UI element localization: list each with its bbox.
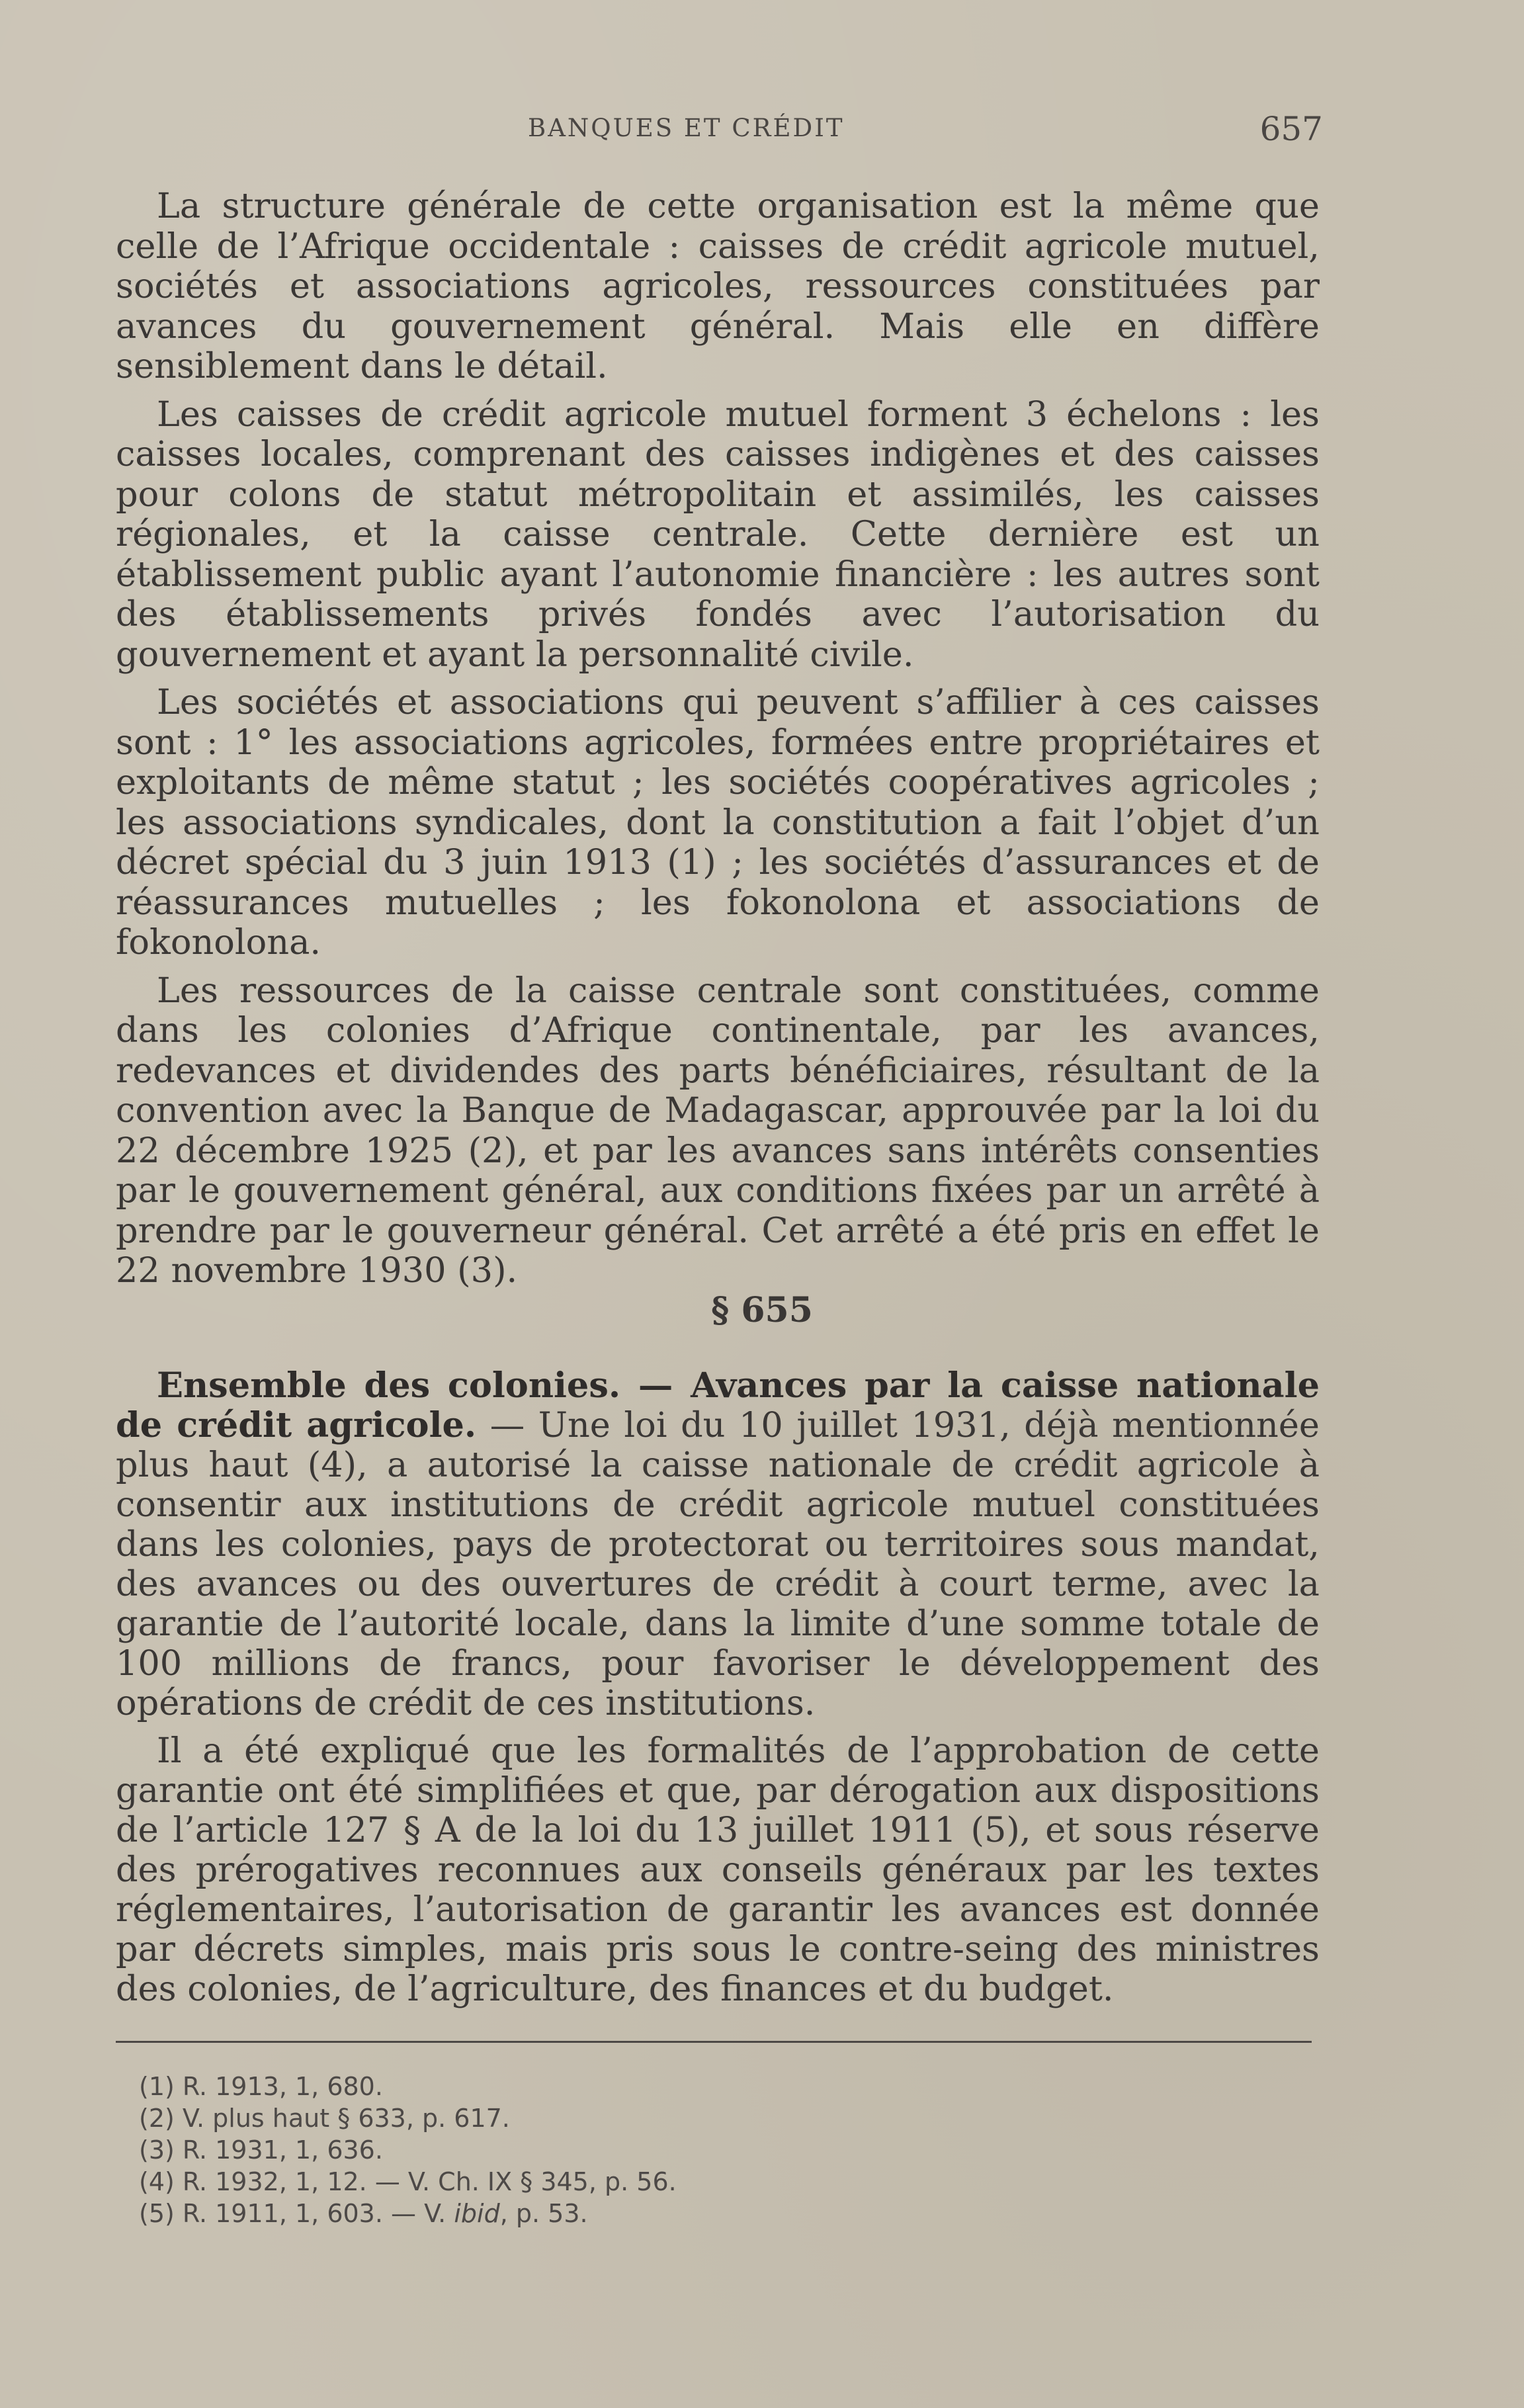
footnote: (1) R. 1913, 1, 680. <box>139 2072 383 2101</box>
footnotes <box>139 2071 1197 2229</box>
section-paragraph: Il a été expliqué que les formalités de l’approbation de cette garantie ont été simplifiées et que, par dérogation aux dispositions de l’article 127 § A de la loi du 13 juillet 1911 (5), et sous réserve des prérogatives reconnues aux conseils généraux par les textes réglementaires, l’autorisation de garantir les avances est donnée par décrets simples, mais pris sous le contre-seing des ministres des colonies, de l’agriculture, des finances et du budget. <box>116 1731 1320 2009</box>
paragraph: La structure générale de cette organisation est la même que celle de l’Afrique occidentale : caisses de crédit agricole mutuel, sociétés et associations agricoles, ressources constituées par avances du gouvernement général. Mais elle en diffère sensiblement dans le détail. <box>116 186 1320 386</box>
running-header <box>118 110 1323 153</box>
section-text <box>116 1366 1320 2017</box>
footnote <box>139 2198 1197 2229</box>
footnote-divider <box>116 2041 1312 2043</box>
footnote-text: (5) R. 1911, 1, 603. — V. <box>139 2199 454 2228</box>
main-text <box>116 187 1320 1299</box>
section-heading: Ensemble des colonies. — Avances par la caisse nationale de crédit agricole. <box>116 1365 1320 1445</box>
page-number: 657 <box>1259 110 1323 148</box>
paragraph: Les caisses de crédit agricole mutuel forment 3 échelons : les caisses locales, comprenant des caisses indigènes et des caisses pour colons de statut métropolitain et assimilés, les caisses régionales, et la caisse centrale. Cette dernière est un établissement public ayant l’autonomie financière : les autres sont des établissements privés fondés avec l’autorisation du gouvernement et ayant la personnalité civile. <box>116 394 1320 675</box>
section-number: § 655 <box>711 1290 813 1330</box>
running-title: BANQUES ET CRÉDIT <box>528 114 845 142</box>
footnote-italic: ibid <box>454 2199 500 2228</box>
section-paragraph <box>116 1366 1320 1723</box>
paragraph: Les sociétés et associations qui peuvent s’affilier à ces caisses sont : 1° les associations agricoles, formées entre propriétaires et exploitants de même statut ; les sociétés coopératives agricoles ; les associations syndicales, dont la constitution a fait l’objet d’un décret spécial du 3 juin 1913 (1) ; les sociétés d’assurances et de réassurances mutuelles ; les fokonolona et associations de fokonolona. <box>116 682 1320 963</box>
paragraph: Les ressources de la caisse centrale sont constituées, comme dans les colonies d’Afrique continentale, par les avances, redevances et dividendes des parts bénéficiaires, résultant de la convention avec la Banque de Madagascar, approuvée par la loi du 22 décembre 1925 (2), et par les avances sans intérêts consenties par le gouvernement général, aux conditions fixées par un arrêté à prendre par le gouverneur général. Cet arrêté a été pris en effet le 22 novembre 1930 (3). <box>116 970 1320 1291</box>
footnote: (3) R. 1931, 1, 636. <box>139 2135 383 2165</box>
section-paragraph-text: — Une loi du 10 juillet 1931, déjà mentionnée plus haut (4), a autorisé la caisse nationale de crédit agricole à consentir aux institutions de crédit agricole mutuel constituées dans les colonies, pays de protectorat ou territoires sous mandat, des avances ou des ouvertures de crédit à court terme, avec la garantie de l’autorité locale, dans la limite d’une somme totale de 100 millions de francs, pour favoriser le développement des opérations de crédit de ces institutions. <box>116 1405 1320 1723</box>
footnote-text: , p. 53. <box>499 2199 588 2228</box>
footnote: (2) V. plus haut § 633, p. 617. <box>139 2104 510 2133</box>
footnote: (4) R. 1932, 1, 12. — V. Ch. IX § 345, p. 56. <box>139 2167 677 2196</box>
